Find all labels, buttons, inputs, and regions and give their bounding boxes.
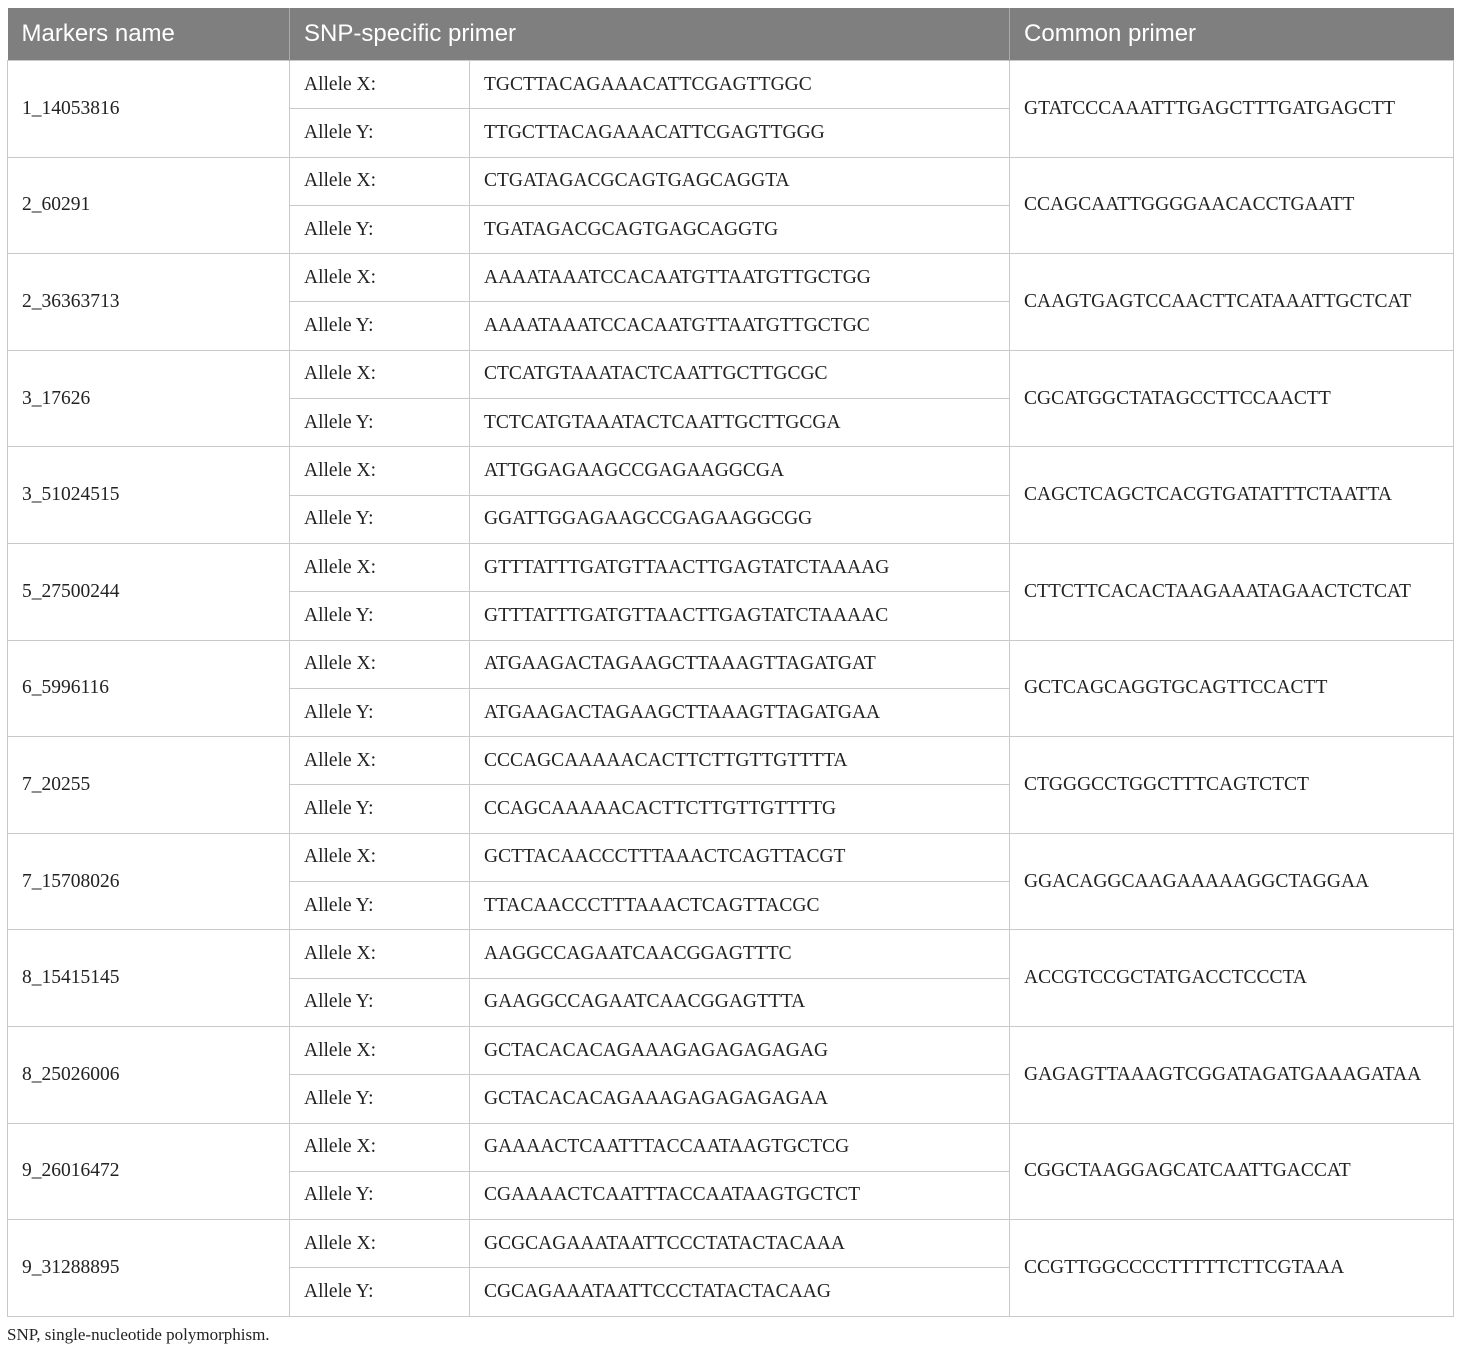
allele-y-label: Allele Y: (290, 109, 470, 157)
allele-x-label: Allele X: (290, 61, 470, 109)
allele-y-primer: CGAAAACTCAATTTACCAATAAGTGCTCT (470, 1171, 1010, 1219)
allele-x-label: Allele X: (290, 737, 470, 785)
allele-y-label: Allele Y: (290, 978, 470, 1026)
table-body (8, 61, 1454, 1317)
table-row (8, 254, 1454, 302)
marker-name-cell: 5_27500244 (8, 543, 290, 640)
allele-x-label: Allele X: (290, 930, 470, 978)
common-primer-cell: GTATCCCAAATTTGAGCTTTGATGAGCTT (1010, 61, 1454, 158)
marker-name-cell: 6_5996116 (8, 640, 290, 737)
marker-name-cell: 9_31288895 (8, 1220, 290, 1317)
allele-x-primer: CTCATGTAAATACTCAATTGCTTGCGC (470, 350, 1010, 398)
table-row (8, 61, 1454, 109)
table-row (8, 157, 1454, 205)
allele-y-primer: ATGAAGACTAGAAGCTTAAAGTTAGATGAA (470, 688, 1010, 736)
common-primer-cell: GAGAGTTAAAGTCGGATAGATGAAAGATAA (1010, 1026, 1454, 1123)
allele-x-label: Allele X: (290, 640, 470, 688)
allele-x-label: Allele X: (290, 1026, 470, 1074)
allele-x-label: Allele X: (290, 157, 470, 205)
allele-x-label: Allele X: (290, 1220, 470, 1268)
allele-x-primer: ATTGGAGAAGCCGAGAAGGCGA (470, 447, 1010, 495)
common-primer-cell: CTGGGCCTGGCTTTCAGTCTCT (1010, 737, 1454, 834)
allele-y-label: Allele Y: (290, 399, 470, 447)
common-primer-cell: GGACAGGCAAGAAAAAGGCTAGGAA (1010, 833, 1454, 930)
table-row (8, 930, 1454, 978)
common-primer-cell: CGCATGGCTATAGCCTTCCAACTT (1010, 350, 1454, 447)
table-row (8, 543, 1454, 591)
header-snp-specific-primer: SNP-specific primer (290, 8, 1010, 61)
header-common-primer: Common primer (1010, 8, 1454, 61)
allele-x-primer: GCTACACACAGAAAGAGAGAGAGAG (470, 1026, 1010, 1074)
allele-x-label: Allele X: (290, 350, 470, 398)
table-row (8, 350, 1454, 398)
marker-name-cell: 3_17626 (8, 350, 290, 447)
allele-y-label: Allele Y: (290, 1075, 470, 1123)
marker-name-cell: 9_26016472 (8, 1123, 290, 1220)
allele-y-primer: GTTTATTTGATGTTAACTTGAGTATCTAAAAC (470, 592, 1010, 640)
common-primer-cell: CAAGTGAGTCCAACTTCATAAATTGCTCAT (1010, 254, 1454, 351)
allele-y-primer: GAAGGCCAGAATCAACGGAGTTTA (470, 978, 1010, 1026)
allele-x-primer: GAAAACTCAATTTACCAATAAGTGCTCG (470, 1123, 1010, 1171)
allele-x-primer: GCTTACAACCCTTTAAACTCAGTTACGT (470, 833, 1010, 881)
common-primer-cell: CAGCTCAGCTCACGTGATATTTCTAATTA (1010, 447, 1454, 544)
common-primer-cell: GCTCAGCAGGTGCAGTTCCACTT (1010, 640, 1454, 737)
allele-x-primer: GCGCAGAAATAATTCCCTATACTACAAA (470, 1220, 1010, 1268)
marker-name-cell: 7_20255 (8, 737, 290, 834)
allele-y-primer: GGATTGGAGAAGCCGAGAAGGCGG (470, 495, 1010, 543)
allele-x-primer: AAAATAAATCCACAATGTTAATGTTGCTGG (470, 254, 1010, 302)
header-markers-name: Markers name (8, 8, 290, 61)
table-row (8, 447, 1454, 495)
allele-x-primer: CCCAGCAAAAACACTTCTTGTTGTTTTA (470, 737, 1010, 785)
table-footnote: SNP, single-nucleotide polymorphism. (7, 1325, 270, 1344)
common-primer-cell: CCGTTGGCCCCTTTTTCTTCGTAAA (1010, 1220, 1454, 1317)
table-row (8, 737, 1454, 785)
allele-y-primer: AAAATAAATCCACAATGTTAATGTTGCTGC (470, 302, 1010, 350)
allele-y-label: Allele Y: (290, 1171, 470, 1219)
allele-y-label: Allele Y: (290, 688, 470, 736)
allele-y-label: Allele Y: (290, 592, 470, 640)
marker-name-cell: 8_25026006 (8, 1026, 290, 1123)
allele-y-primer: TCTCATGTAAATACTCAATTGCTTGCGA (470, 399, 1010, 447)
marker-name-cell: 8_15415145 (8, 930, 290, 1027)
allele-y-primer: TGATAGACGCAGTGAGCAGGTG (470, 205, 1010, 253)
allele-x-primer: AAGGCCAGAATCAACGGAGTTTC (470, 930, 1010, 978)
table-row (8, 640, 1454, 688)
table-row (8, 1123, 1454, 1171)
common-primer-cell: CGGCTAAGGAGCATCAATTGACCAT (1010, 1123, 1454, 1220)
allele-y-label: Allele Y: (290, 785, 470, 833)
allele-y-primer: TTACAACCCTTTAAACTCAGTTACGC (470, 882, 1010, 930)
allele-x-label: Allele X: (290, 543, 470, 591)
allele-y-primer: CCAGCAAAAACACTTCTTGTTGTTTTG (470, 785, 1010, 833)
marker-name-cell: 2_60291 (8, 157, 290, 254)
primer-table (7, 8, 1454, 1317)
allele-y-primer: CGCAGAAATAATTCCCTATACTACAAG (470, 1268, 1010, 1316)
common-primer-cell: ACCGTCCGCTATGACCTCCCTA (1010, 930, 1454, 1027)
allele-y-primer: TTGCTTACAGAAACATTCGAGTTGGG (470, 109, 1010, 157)
primer-table-container (7, 8, 1453, 1317)
allele-y-label: Allele Y: (290, 495, 470, 543)
common-primer-cell: CCAGCAATTGGGGAACACCTGAATT (1010, 157, 1454, 254)
table-row (8, 1026, 1454, 1074)
allele-y-primer: GCTACACACAGAAAGAGAGAGAGAA (470, 1075, 1010, 1123)
allele-x-label: Allele X: (290, 447, 470, 495)
table-row (8, 833, 1454, 881)
common-primer-cell: CTTCTTCACACTAAGAAATAGAACTCTCAT (1010, 543, 1454, 640)
allele-y-label: Allele Y: (290, 302, 470, 350)
allele-x-primer: ATGAAGACTAGAAGCTTAAAGTTAGATGAT (470, 640, 1010, 688)
allele-x-primer: CTGATAGACGCAGTGAGCAGGTA (470, 157, 1010, 205)
allele-y-label: Allele Y: (290, 205, 470, 253)
allele-x-primer: GTTTATTTGATGTTAACTTGAGTATCTAAAAG (470, 543, 1010, 591)
allele-x-label: Allele X: (290, 254, 470, 302)
marker-name-cell: 7_15708026 (8, 833, 290, 930)
allele-x-primer: TGCTTACAGAAACATTCGAGTTGGC (470, 61, 1010, 109)
marker-name-cell: 3_51024515 (8, 447, 290, 544)
allele-y-label: Allele Y: (290, 882, 470, 930)
allele-x-label: Allele X: (290, 1123, 470, 1171)
allele-x-label: Allele X: (290, 833, 470, 881)
table-row (8, 1220, 1454, 1268)
allele-y-label: Allele Y: (290, 1268, 470, 1316)
table-header (8, 8, 1454, 61)
marker-name-cell: 2_36363713 (8, 254, 290, 351)
marker-name-cell: 1_14053816 (8, 61, 290, 158)
